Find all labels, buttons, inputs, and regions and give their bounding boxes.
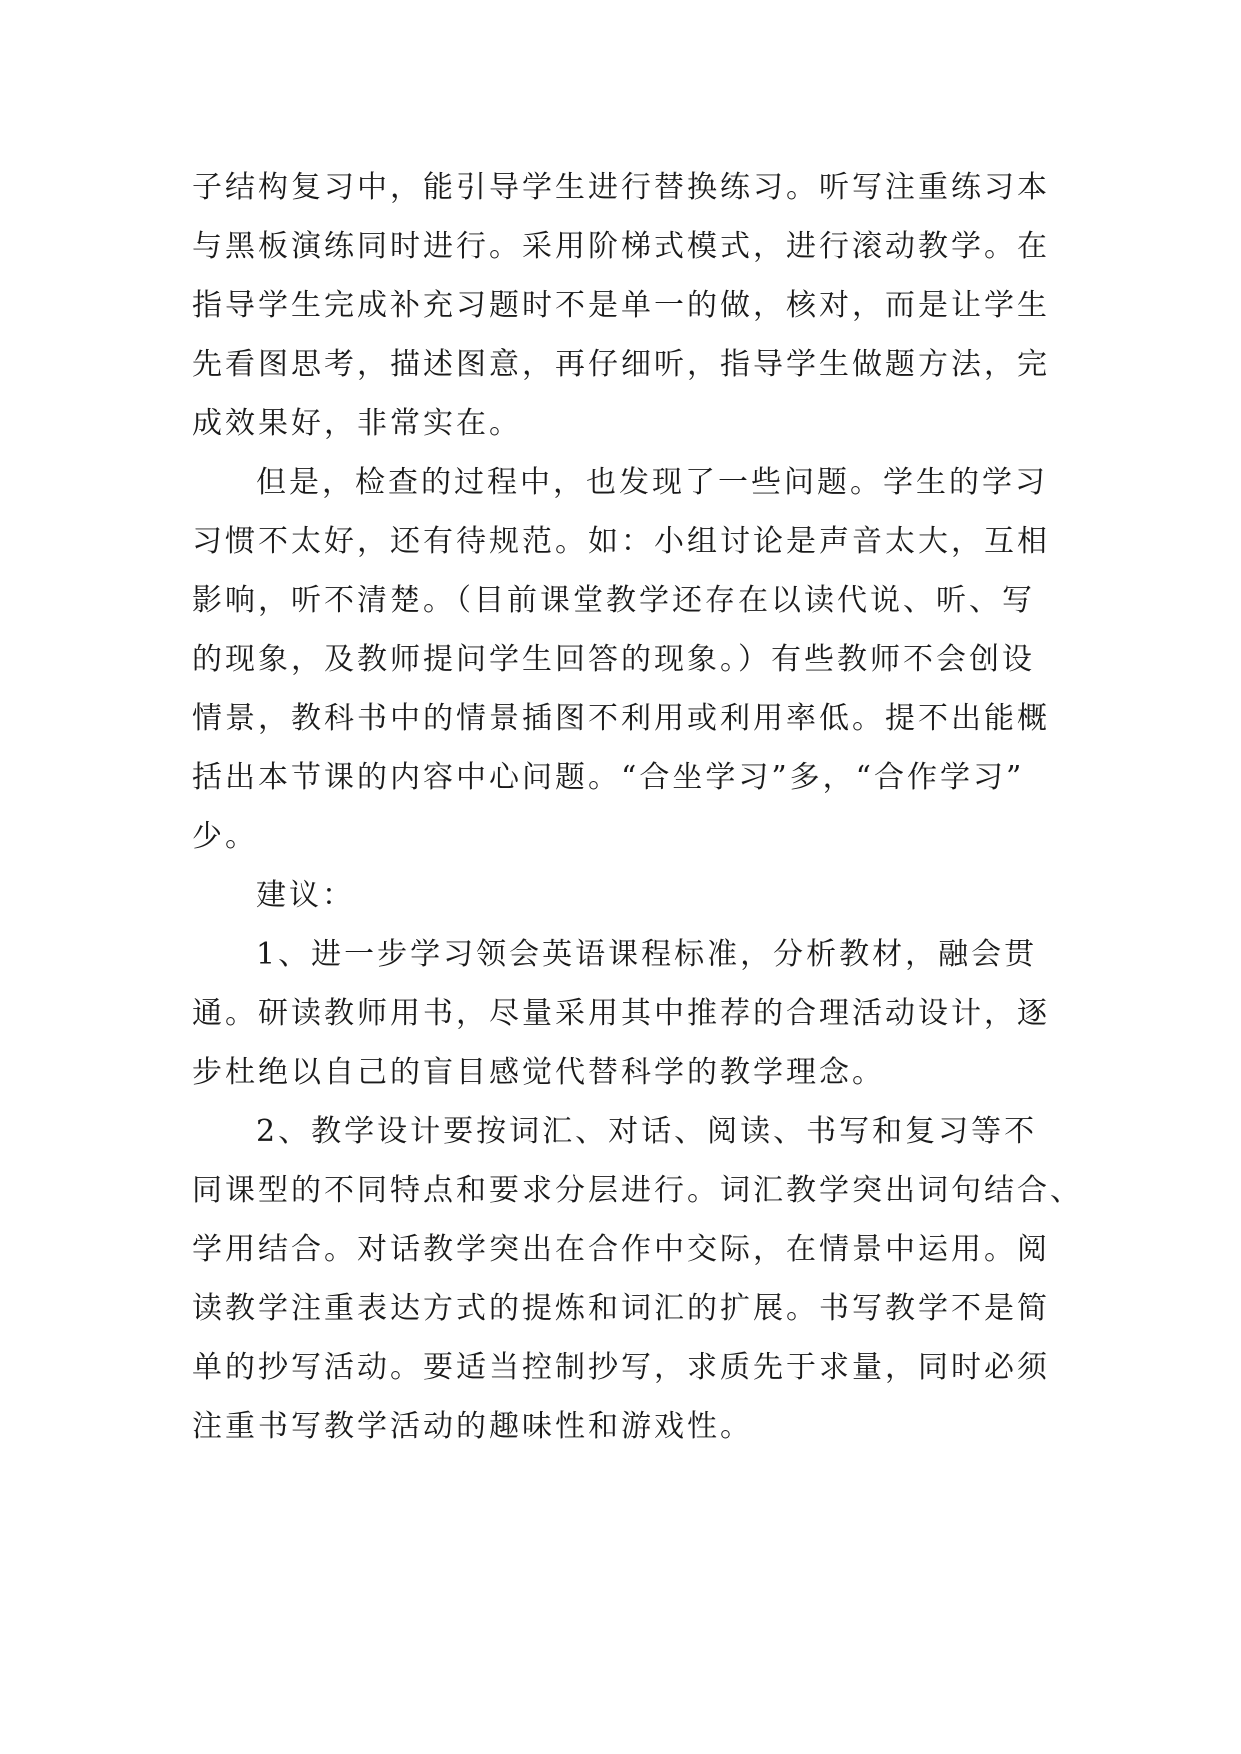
text-line: 读教学注重表达方式的提炼和词汇的扩展。书写教学不是简 — [192, 1291, 1050, 1326]
text-line: 括出本节课的内容中心问题。“合坐学习”多，“合作学习” — [192, 760, 1025, 795]
suggestions-heading: 建议： — [256, 878, 355, 913]
text-line: 先看图思考，描述图意，再仔细听，指导学生做题方法，完 — [192, 347, 1050, 382]
text-line: 情景，教科书中的情景插图不利用或利用率低。提不出能概 — [192, 701, 1050, 736]
text-line: 通。研读教师用书，尽量采用其中推荐的合理活动设计，逐 — [192, 996, 1050, 1031]
text-line: 指导学生完成补充习题时不是单一的做，核对，而是让学生 — [192, 288, 1050, 323]
text-line: 注重书写教学活动的趣味性和游戏性。 — [192, 1409, 753, 1444]
text-line: 学用结合。对话教学突出在合作中交际，在情景中运用。阅 — [192, 1232, 1050, 1267]
text-line: 1、进一步学习领会英语课程标准，分析教材，融会贯 — [256, 937, 1038, 972]
text-line: 步杜绝以自己的盲目感觉代替科学的教学理念。 — [192, 1055, 885, 1090]
text-line: 少。 — [192, 819, 258, 854]
text-line: 成效果好，非常实在。 — [192, 406, 522, 441]
body-text — [192, 158, 1083, 1456]
text-line: 影响，听不清楚。（目前课堂教学还存在以读代说、听、写 — [192, 583, 1035, 618]
text-line: 与黑板演练同时进行。采用阶梯式模式，进行滚动教学。在 — [192, 229, 1050, 264]
text-line: 子结构复习中，能引导学生进行替换练习。听写注重练习本 — [192, 170, 1050, 205]
text-line: 的现象，及教师提问学生回答的现象。）有些教师不会创设 — [192, 642, 1035, 677]
text-line: 单的抄写活动。要适当控制抄写，求质先于求量，同时必须 — [192, 1350, 1050, 1385]
text-line: 习惯不太好，还有待规范。如：小组讨论是声音太大，互相 — [192, 524, 1050, 559]
text-line: 同课型的不同特点和要求分层进行。词汇教学突出词句结合、 — [192, 1173, 1083, 1208]
text-line: 2、教学设计要按词汇、对话、阅读、书写和复习等不 — [256, 1114, 1038, 1149]
text-line: 但是，检查的过程中，也发现了一些问题。学生的学习 — [256, 465, 1048, 500]
